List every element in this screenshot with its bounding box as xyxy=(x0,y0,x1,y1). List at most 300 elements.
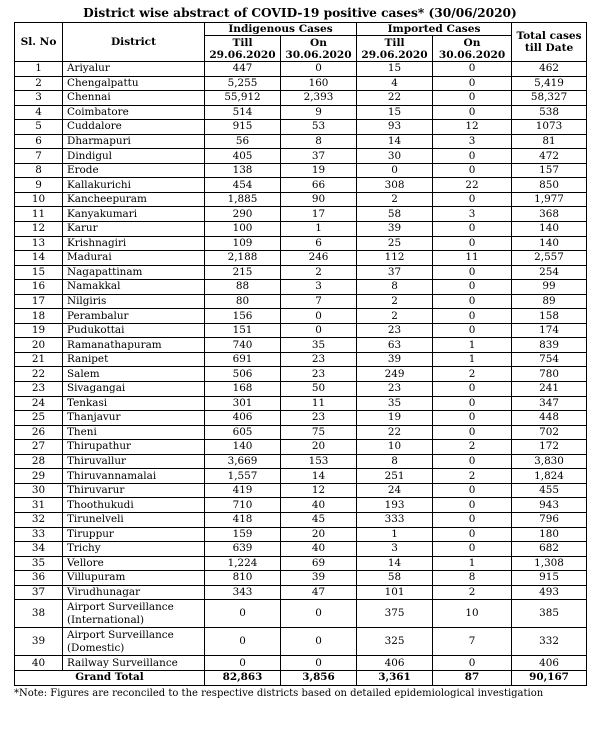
imported-on-cell: 0 xyxy=(433,382,512,397)
indigenous-till-cell: 109 xyxy=(205,236,281,251)
imported-on-cell: 0 xyxy=(433,105,512,120)
indigenous-till-cell: 159 xyxy=(205,527,281,542)
table-row xyxy=(15,178,587,193)
total-cell: 472 xyxy=(512,149,587,164)
grand-total-imported-till: 3,361 xyxy=(357,670,433,685)
sl-no-cell: 8 xyxy=(15,163,63,178)
sl-no-cell: 36 xyxy=(15,571,63,586)
table-row xyxy=(15,483,587,498)
imported-till-cell: 325 xyxy=(357,628,433,656)
district-cell: Ariyalur xyxy=(63,62,205,77)
district-cell: Virudhunagar xyxy=(63,585,205,600)
imported-on-cell: 0 xyxy=(433,309,512,324)
sl-no-cell: 37 xyxy=(15,585,63,600)
imported-till-cell: 249 xyxy=(357,367,433,382)
indigenous-on-cell: 0 xyxy=(281,323,357,338)
imported-till-cell: 39 xyxy=(357,222,433,237)
imported-till-cell: 39 xyxy=(357,352,433,367)
indigenous-till-cell: 0 xyxy=(205,656,281,671)
total-cell: 1,824 xyxy=(512,469,587,484)
total-cell: 448 xyxy=(512,411,587,426)
indigenous-on-cell: 6 xyxy=(281,236,357,251)
sl-no-cell: 28 xyxy=(15,454,63,469)
table-row xyxy=(15,367,587,382)
imported-on-cell: 0 xyxy=(433,294,512,309)
total-cell: 81 xyxy=(512,134,587,149)
district-cell: Coimbatore xyxy=(63,105,205,120)
indigenous-till-cell: 3,669 xyxy=(205,454,281,469)
district-cell: Airport Surveillance (Domestic) xyxy=(63,628,205,656)
imported-till-cell: 2 xyxy=(357,192,433,207)
imported-till-cell: 14 xyxy=(357,556,433,571)
indigenous-on-cell: 47 xyxy=(281,585,357,600)
table-row xyxy=(15,251,587,266)
indigenous-on-cell: 0 xyxy=(281,62,357,77)
table-row xyxy=(15,338,587,353)
indigenous-on-cell: 14 xyxy=(281,469,357,484)
total-cell: 2,557 xyxy=(512,251,587,266)
imported-till-cell: 8 xyxy=(357,454,433,469)
district-cell: Dindigul xyxy=(63,149,205,164)
total-cell: 385 xyxy=(512,600,587,628)
imported-till-cell: 19 xyxy=(357,411,433,426)
indigenous-on-cell: 2,393 xyxy=(281,91,357,106)
total-cell: 5,419 xyxy=(512,76,587,91)
district-cell: Thiruvarur xyxy=(63,483,205,498)
total-cell: 702 xyxy=(512,425,587,440)
district-cell: Ranipet xyxy=(63,352,205,367)
district-cell: Trichy xyxy=(63,542,205,557)
total-cell: 493 xyxy=(512,585,587,600)
total-cell: 1073 xyxy=(512,120,587,135)
table-row xyxy=(15,280,587,295)
indigenous-on-cell: 8 xyxy=(281,134,357,149)
total-cell: 682 xyxy=(512,542,587,557)
sl-no-cell: 5 xyxy=(15,120,63,135)
district-cell: Tiruppur xyxy=(63,527,205,542)
table-row xyxy=(15,323,587,338)
imported-on-cell: 0 xyxy=(433,222,512,237)
header-total: Total cases till Date xyxy=(512,23,587,62)
indigenous-on-cell: 17 xyxy=(281,207,357,222)
imported-on-cell: 11 xyxy=(433,251,512,266)
imported-on-cell: 10 xyxy=(433,600,512,628)
imported-on-cell: 2 xyxy=(433,469,512,484)
table-row xyxy=(15,105,587,120)
district-cell: Nagapattinam xyxy=(63,265,205,280)
district-cell: Erode xyxy=(63,163,205,178)
total-cell: 140 xyxy=(512,236,587,251)
district-cell: Salem xyxy=(63,367,205,382)
sl-no-cell: 22 xyxy=(15,367,63,382)
imported-on-cell: 8 xyxy=(433,571,512,586)
table-row xyxy=(15,454,587,469)
indigenous-till-cell: 301 xyxy=(205,396,281,411)
total-cell: 850 xyxy=(512,178,587,193)
imported-on-cell: 0 xyxy=(433,149,512,164)
imported-till-cell: 2 xyxy=(357,309,433,324)
total-cell: 839 xyxy=(512,338,587,353)
indigenous-till-cell: 639 xyxy=(205,542,281,557)
district-cell: Railway Surveillance xyxy=(63,656,205,671)
indigenous-till-cell: 506 xyxy=(205,367,281,382)
imported-on-cell: 0 xyxy=(433,236,512,251)
imported-on-cell: 0 xyxy=(433,192,512,207)
imported-on-cell: 0 xyxy=(433,498,512,513)
total-cell: 332 xyxy=(512,628,587,656)
table-row xyxy=(15,76,587,91)
indigenous-on-cell: 69 xyxy=(281,556,357,571)
district-cell: Thoothukudi xyxy=(63,498,205,513)
table-row xyxy=(15,309,587,324)
total-cell: 172 xyxy=(512,440,587,455)
imported-on-cell: 0 xyxy=(433,527,512,542)
indigenous-on-cell: 12 xyxy=(281,483,357,498)
grand-total-label: Grand Total xyxy=(15,670,205,685)
imported-till-cell: 58 xyxy=(357,571,433,586)
indigenous-on-cell: 20 xyxy=(281,527,357,542)
table-row xyxy=(15,600,587,628)
imported-on-cell: 2 xyxy=(433,585,512,600)
indigenous-on-cell: 153 xyxy=(281,454,357,469)
indigenous-on-cell: 40 xyxy=(281,498,357,513)
indigenous-on-cell: 37 xyxy=(281,149,357,164)
footnote: *Note: Figures are reconciled to the respective districts based on detailed epidemiological investigation xyxy=(14,687,544,699)
imported-on-cell: 1 xyxy=(433,556,512,571)
indigenous-till-cell: 215 xyxy=(205,265,281,280)
indigenous-on-cell: 246 xyxy=(281,251,357,266)
table-row xyxy=(15,62,587,77)
imported-on-cell: 0 xyxy=(433,396,512,411)
indigenous-on-cell: 35 xyxy=(281,338,357,353)
total-cell: 538 xyxy=(512,105,587,120)
indigenous-on-cell: 19 xyxy=(281,163,357,178)
total-cell: 406 xyxy=(512,656,587,671)
sl-no-cell: 38 xyxy=(15,600,63,628)
indigenous-till-cell: 691 xyxy=(205,352,281,367)
total-cell: 368 xyxy=(512,207,587,222)
indigenous-till-cell: 1,885 xyxy=(205,192,281,207)
header-indigenous-on: On 30.06.2020 xyxy=(281,36,357,62)
total-cell: 347 xyxy=(512,396,587,411)
sl-no-cell: 14 xyxy=(15,251,63,266)
total-cell: 455 xyxy=(512,483,587,498)
imported-on-cell: 3 xyxy=(433,134,512,149)
document-title: District wise abstract of COVID-19 positive cases* (30/06/2020) xyxy=(83,6,517,20)
indigenous-on-cell: 53 xyxy=(281,120,357,135)
imported-till-cell: 24 xyxy=(357,483,433,498)
imported-on-cell: 0 xyxy=(433,425,512,440)
indigenous-till-cell: 156 xyxy=(205,309,281,324)
indigenous-on-cell: 23 xyxy=(281,367,357,382)
table-row xyxy=(15,396,587,411)
district-cell: Theni xyxy=(63,425,205,440)
table-row xyxy=(15,498,587,513)
imported-till-cell: 4 xyxy=(357,76,433,91)
table-row xyxy=(15,542,587,557)
total-cell: 796 xyxy=(512,512,587,527)
indigenous-on-cell: 75 xyxy=(281,425,357,440)
indigenous-till-cell: 454 xyxy=(205,178,281,193)
imported-till-cell: 35 xyxy=(357,396,433,411)
table-row xyxy=(15,469,587,484)
sl-no-cell: 21 xyxy=(15,352,63,367)
header-imported-on: On 30.06.2020 xyxy=(433,36,512,62)
table-row xyxy=(15,411,587,426)
sl-no-cell: 9 xyxy=(15,178,63,193)
district-cell: Chengalpattu xyxy=(63,76,205,91)
total-cell: 157 xyxy=(512,163,587,178)
indigenous-till-cell: 0 xyxy=(205,628,281,656)
sl-no-cell: 39 xyxy=(15,628,63,656)
imported-till-cell: 23 xyxy=(357,323,433,338)
indigenous-till-cell: 419 xyxy=(205,483,281,498)
sl-no-cell: 23 xyxy=(15,382,63,397)
header-indigenous-till: Till 29.06.2020 xyxy=(205,36,281,62)
imported-till-cell: 22 xyxy=(357,425,433,440)
table-row xyxy=(15,527,587,542)
indigenous-till-cell: 406 xyxy=(205,411,281,426)
table-row xyxy=(15,163,587,178)
imported-on-cell: 0 xyxy=(433,163,512,178)
imported-till-cell: 63 xyxy=(357,338,433,353)
imported-on-cell: 1 xyxy=(433,352,512,367)
total-cell: 1,308 xyxy=(512,556,587,571)
sl-no-cell: 3 xyxy=(15,91,63,106)
imported-on-cell: 0 xyxy=(433,280,512,295)
sl-no-cell: 19 xyxy=(15,323,63,338)
total-cell: 915 xyxy=(512,571,587,586)
total-cell: 462 xyxy=(512,62,587,77)
header-district: District xyxy=(63,23,205,62)
indigenous-till-cell: 56 xyxy=(205,134,281,149)
header-imported-till: Till 29.06.2020 xyxy=(357,36,433,62)
indigenous-till-cell: 168 xyxy=(205,382,281,397)
district-cell: Thiruvannamalai xyxy=(63,469,205,484)
imported-till-cell: 25 xyxy=(357,236,433,251)
imported-on-cell: 0 xyxy=(433,483,512,498)
total-cell: 3,830 xyxy=(512,454,587,469)
imported-till-cell: 10 xyxy=(357,440,433,455)
total-cell: 180 xyxy=(512,527,587,542)
table-row xyxy=(15,425,587,440)
indigenous-till-cell: 514 xyxy=(205,105,281,120)
sl-no-cell: 16 xyxy=(15,280,63,295)
imported-on-cell: 3 xyxy=(433,207,512,222)
district-cell: Kancheepuram xyxy=(63,192,205,207)
header-imported: Imported Cases xyxy=(357,23,512,36)
table-row xyxy=(15,656,587,671)
imported-till-cell: 15 xyxy=(357,105,433,120)
sl-no-cell: 6 xyxy=(15,134,63,149)
district-cell: Thirupathur xyxy=(63,440,205,455)
total-cell: 254 xyxy=(512,265,587,280)
table-row xyxy=(15,556,587,571)
imported-till-cell: 14 xyxy=(357,134,433,149)
total-cell: 140 xyxy=(512,222,587,237)
table-row xyxy=(15,236,587,251)
imported-on-cell: 0 xyxy=(433,62,512,77)
imported-on-cell: 22 xyxy=(433,178,512,193)
table-row xyxy=(15,628,587,656)
imported-till-cell: 30 xyxy=(357,149,433,164)
imported-till-cell: 23 xyxy=(357,382,433,397)
table-row xyxy=(15,440,587,455)
table-row xyxy=(15,571,587,586)
cases-table xyxy=(14,22,587,686)
imported-till-cell: 3 xyxy=(357,542,433,557)
district-cell: Pudukottai xyxy=(63,323,205,338)
table-row xyxy=(15,222,587,237)
indigenous-on-cell: 23 xyxy=(281,411,357,426)
imported-till-cell: 93 xyxy=(357,120,433,135)
sl-no-cell: 27 xyxy=(15,440,63,455)
indigenous-till-cell: 447 xyxy=(205,62,281,77)
sl-no-cell: 34 xyxy=(15,542,63,557)
sl-no-cell: 4 xyxy=(15,105,63,120)
table-row xyxy=(15,120,587,135)
sl-no-cell: 1 xyxy=(15,62,63,77)
indigenous-till-cell: 55,912 xyxy=(205,91,281,106)
imported-till-cell: 37 xyxy=(357,265,433,280)
indigenous-till-cell: 80 xyxy=(205,294,281,309)
imported-on-cell: 0 xyxy=(433,512,512,527)
grand-total-imported-on: 87 xyxy=(433,670,512,685)
grand-total-row xyxy=(15,670,587,685)
district-cell: Vellore xyxy=(63,556,205,571)
imported-till-cell: 333 xyxy=(357,512,433,527)
indigenous-on-cell: 45 xyxy=(281,512,357,527)
indigenous-till-cell: 343 xyxy=(205,585,281,600)
imported-till-cell: 308 xyxy=(357,178,433,193)
district-cell: Kallakurichi xyxy=(63,178,205,193)
table-row xyxy=(15,382,587,397)
sl-no-cell: 2 xyxy=(15,76,63,91)
sl-no-cell: 24 xyxy=(15,396,63,411)
indigenous-on-cell: 90 xyxy=(281,192,357,207)
total-cell: 158 xyxy=(512,309,587,324)
district-cell: Cuddalore xyxy=(63,120,205,135)
sl-no-cell: 26 xyxy=(15,425,63,440)
imported-till-cell: 193 xyxy=(357,498,433,513)
sl-no-cell: 10 xyxy=(15,192,63,207)
imported-on-cell: 0 xyxy=(433,91,512,106)
indigenous-till-cell: 1,557 xyxy=(205,469,281,484)
indigenous-on-cell: 9 xyxy=(281,105,357,120)
indigenous-on-cell: 66 xyxy=(281,178,357,193)
imported-till-cell: 8 xyxy=(357,280,433,295)
district-cell: Airport Surveillance (International) xyxy=(63,600,205,628)
imported-on-cell: 2 xyxy=(433,440,512,455)
sl-no-cell: 7 xyxy=(15,149,63,164)
imported-on-cell: 12 xyxy=(433,120,512,135)
indigenous-till-cell: 915 xyxy=(205,120,281,135)
imported-till-cell: 251 xyxy=(357,469,433,484)
indigenous-on-cell: 3 xyxy=(281,280,357,295)
district-cell: Dharmapuri xyxy=(63,134,205,149)
header-row-1 xyxy=(15,23,587,36)
indigenous-on-cell: 7 xyxy=(281,294,357,309)
grand-total-indigenous-on: 3,856 xyxy=(281,670,357,685)
table-row xyxy=(15,207,587,222)
district-cell: Chennai xyxy=(63,91,205,106)
indigenous-on-cell: 23 xyxy=(281,352,357,367)
table-row xyxy=(15,192,587,207)
district-cell: Namakkal xyxy=(63,280,205,295)
imported-on-cell: 2 xyxy=(433,367,512,382)
indigenous-on-cell: 50 xyxy=(281,382,357,397)
indigenous-till-cell: 740 xyxy=(205,338,281,353)
district-cell: Kanyakumari xyxy=(63,207,205,222)
sl-no-cell: 35 xyxy=(15,556,63,571)
indigenous-till-cell: 2,188 xyxy=(205,251,281,266)
imported-on-cell: 0 xyxy=(433,323,512,338)
total-cell: 1,977 xyxy=(512,192,587,207)
total-cell: 174 xyxy=(512,323,587,338)
district-cell: Thiruvallur xyxy=(63,454,205,469)
indigenous-on-cell: 20 xyxy=(281,440,357,455)
imported-till-cell: 375 xyxy=(357,600,433,628)
district-cell: Sivagangai xyxy=(63,382,205,397)
district-cell: Ramanathapuram xyxy=(63,338,205,353)
total-cell: 780 xyxy=(512,367,587,382)
imported-on-cell: 1 xyxy=(433,338,512,353)
indigenous-till-cell: 140 xyxy=(205,440,281,455)
indigenous-on-cell: 0 xyxy=(281,309,357,324)
grand-total-cases: 90,167 xyxy=(512,670,587,685)
table-row xyxy=(15,91,587,106)
sl-no-cell: 17 xyxy=(15,294,63,309)
indigenous-on-cell: 160 xyxy=(281,76,357,91)
imported-till-cell: 0 xyxy=(357,163,433,178)
indigenous-till-cell: 405 xyxy=(205,149,281,164)
indigenous-on-cell: 0 xyxy=(281,628,357,656)
total-cell: 99 xyxy=(512,280,587,295)
header-sl-no: Sl. No xyxy=(15,23,63,62)
total-cell: 89 xyxy=(512,294,587,309)
total-cell: 754 xyxy=(512,352,587,367)
district-cell: Thanjavur xyxy=(63,411,205,426)
indigenous-on-cell: 11 xyxy=(281,396,357,411)
imported-till-cell: 2 xyxy=(357,294,433,309)
grand-total-indigenous-till: 82,863 xyxy=(205,670,281,685)
indigenous-till-cell: 710 xyxy=(205,498,281,513)
district-cell: Perambalur xyxy=(63,309,205,324)
sl-no-cell: 40 xyxy=(15,656,63,671)
indigenous-till-cell: 290 xyxy=(205,207,281,222)
imported-till-cell: 15 xyxy=(357,62,433,77)
indigenous-till-cell: 138 xyxy=(205,163,281,178)
indigenous-till-cell: 0 xyxy=(205,600,281,628)
imported-till-cell: 101 xyxy=(357,585,433,600)
imported-on-cell: 0 xyxy=(433,542,512,557)
district-cell: Madurai xyxy=(63,251,205,266)
sl-no-cell: 25 xyxy=(15,411,63,426)
indigenous-till-cell: 605 xyxy=(205,425,281,440)
imported-till-cell: 406 xyxy=(357,656,433,671)
table-row xyxy=(15,352,587,367)
imported-on-cell: 0 xyxy=(433,454,512,469)
imported-till-cell: 112 xyxy=(357,251,433,266)
indigenous-till-cell: 151 xyxy=(205,323,281,338)
total-cell: 241 xyxy=(512,382,587,397)
sl-no-cell: 12 xyxy=(15,222,63,237)
sl-no-cell: 29 xyxy=(15,469,63,484)
imported-on-cell: 0 xyxy=(433,265,512,280)
imported-till-cell: 22 xyxy=(357,91,433,106)
table-row xyxy=(15,149,587,164)
sl-no-cell: 33 xyxy=(15,527,63,542)
